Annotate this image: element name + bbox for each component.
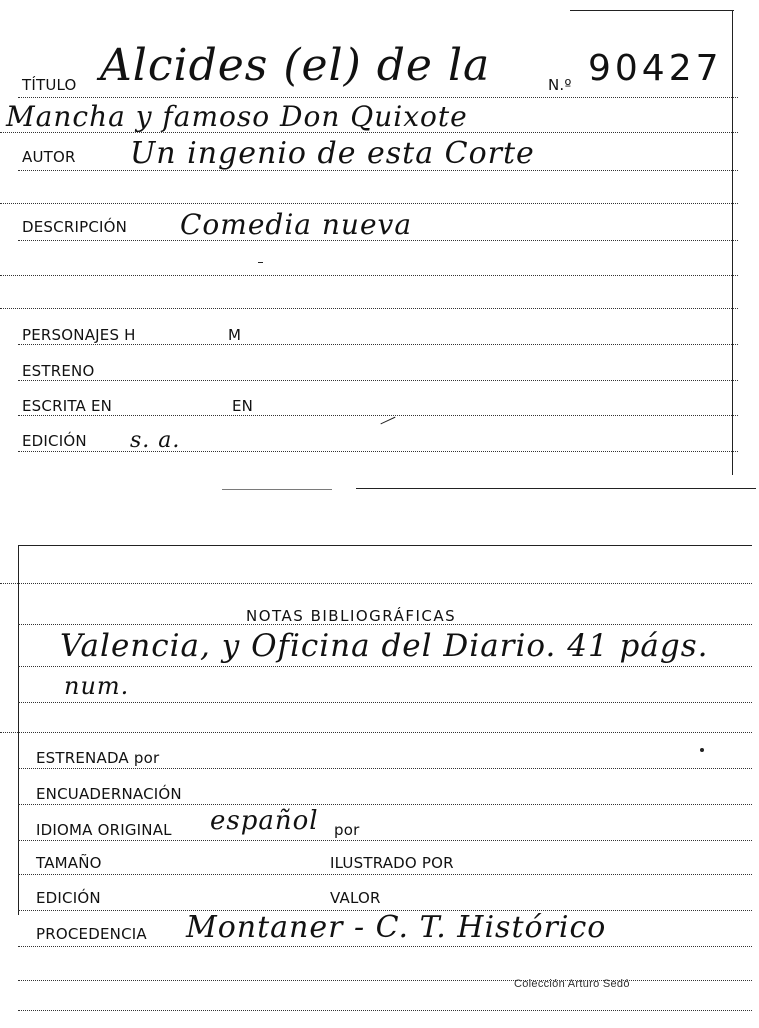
rule-notas-1 — [18, 666, 752, 667]
rule-estrenada — [18, 768, 752, 769]
rule-blank-2 — [0, 275, 738, 276]
card-top-edge — [18, 545, 752, 546]
value-edicion: s. a. — [130, 428, 181, 453]
value-procedencia: Montaner - C. T. Histórico — [186, 910, 607, 945]
stray-mark — [258, 262, 263, 263]
value-titulo-line2: Mancha y famoso Don Quixote — [6, 100, 468, 133]
value-titulo-line1: Alcides (el) de la — [100, 40, 491, 91]
catalog-card-bottom — [0, 540, 759, 1028]
label-idioma-por: por — [334, 821, 360, 839]
stray-mark — [380, 417, 395, 425]
rule-titulo — [18, 97, 738, 98]
rule-notas-2 — [18, 702, 752, 703]
label-notas: NOTAS BIBLIOGRÁFICAS — [246, 607, 457, 625]
label-titulo: TÍTULO — [22, 76, 77, 94]
stray-mark — [356, 488, 756, 489]
rule-edicion — [18, 451, 738, 452]
label-idioma-original: IDIOMA ORIGINAL — [36, 821, 172, 839]
rule-escrita — [18, 415, 738, 416]
value-autor: Un ingenio de esta Corte — [130, 136, 535, 171]
collection-footer: Colección Arturo Sedó — [514, 978, 630, 990]
label-procedencia: PROCEDENCIA — [36, 925, 147, 943]
card-top-edge — [570, 10, 734, 11]
rule-blank — [0, 732, 752, 733]
label-tamano: TAMAÑO — [36, 854, 102, 872]
card-edge — [18, 545, 19, 915]
value-descripcion: Comedia nueva — [180, 208, 413, 241]
label-estreno: ESTRENO — [22, 362, 95, 380]
label-personajes-m: M — [228, 326, 242, 344]
label-encuadernacion: ENCUADERNACIÓN — [36, 785, 182, 803]
rule-personajes — [18, 344, 738, 345]
stray-mark — [222, 489, 332, 490]
label-valor: VALOR — [330, 889, 381, 907]
label-autor: AUTOR — [22, 148, 76, 166]
value-notas-line2: num. — [64, 672, 130, 700]
rule-bottom — [18, 980, 752, 981]
label-descripcion: DESCRIPCIÓN — [22, 218, 128, 236]
label-personajes-h: PERSONAJES H — [22, 326, 136, 344]
rule-encuadernacion — [18, 804, 752, 805]
rule-idioma — [18, 840, 752, 841]
label-edicion: EDICIÓN — [22, 432, 87, 450]
value-idioma-original: español — [210, 806, 319, 836]
label-numero: N.º — [548, 76, 572, 94]
label-edicion-2: EDICIÓN — [36, 889, 101, 907]
rule-1 — [0, 583, 752, 584]
card-edge — [732, 10, 733, 475]
rule-blank-1 — [0, 203, 738, 204]
value-numero: 90427 — [588, 48, 723, 89]
rule-procedencia — [18, 946, 752, 947]
value-notas-line1: Valencia, y Oficina del Diario. 41 págs. — [60, 628, 709, 664]
stray-mark — [700, 748, 704, 752]
catalog-card-top — [0, 0, 759, 500]
label-escrita-en: ESCRITA EN — [22, 397, 113, 415]
label-en: EN — [232, 397, 254, 415]
rule-blank-3 — [0, 308, 738, 309]
rule-last — [18, 1010, 752, 1011]
label-ilustrado-por: ILUSTRADO POR — [330, 854, 454, 872]
rule-estreno — [18, 380, 738, 381]
rule-tamano — [18, 874, 752, 875]
label-estrenada-por: ESTRENADA por — [36, 749, 160, 767]
